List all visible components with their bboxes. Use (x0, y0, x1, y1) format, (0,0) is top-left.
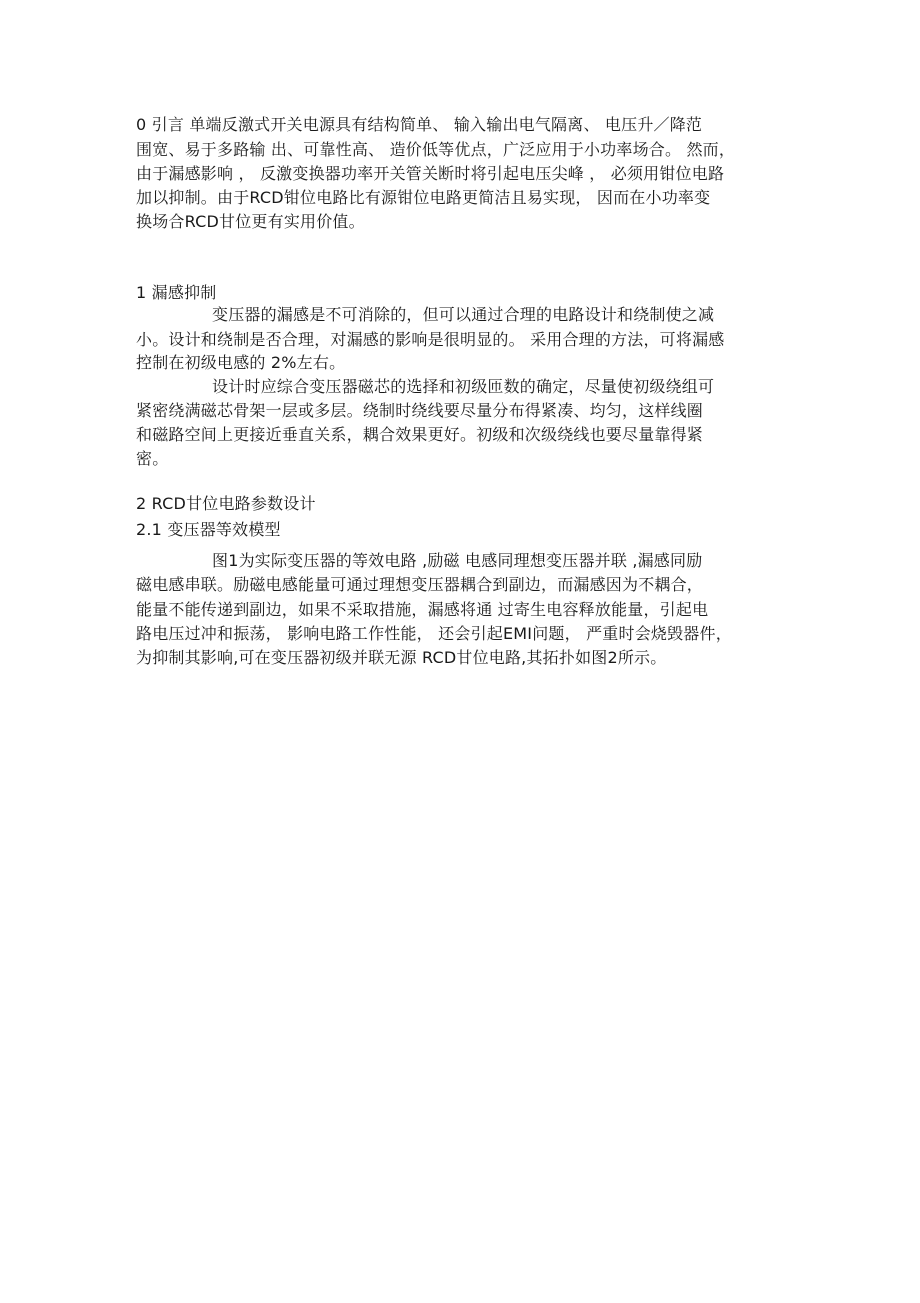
section1-para2-line-2: 紧密绕满磁芯骨架一层或多层。绕制时绕线要尽量分布得紧凑、均匀，这样线圈 (136, 401, 704, 420)
intro-line-4: 加以抑制。由于RCD钳位电路比有源钳位电路更简洁且易实现， 因而在小功率变 (136, 188, 711, 207)
section1-para2-line-1: 设计时应综合变压器磁芯的选择和初级匝数的确定，尽量使初级绕组可 (212, 377, 715, 396)
intro-line-2: 围宽、易于多路输 出、可靠性高、 造价低等优点，广泛应用于小功率场合。 然而， (136, 140, 736, 159)
section1-para1-line-2: 小。设计和绕制是否合理，对漏感的影响是很明显的。 采用合理的方法，可将漏感 (136, 330, 725, 349)
section1-heading: 1 漏感抑制 (136, 283, 217, 302)
intro-line-1: 0 引言 单端反激式开关电源具有结构简单、 输入输出电气隔离、 电压升／降范 (136, 115, 703, 134)
section2-para1-line-3: 能量不能传递到副边，如果不采取措施，漏感将通 过寄生电容释放能量，引起电 (136, 600, 709, 619)
intro-line-3: 由于漏感影响 ， 反激变换器功率开关管关断时将引起电压尖峰 ， 必须用钳位电路 (136, 164, 725, 183)
section2-para1-line-1: 图1为实际变压器的等效电路 ,励磁 电感同理想变压器并联 ,漏感同励 (212, 551, 703, 570)
section2-para1-line-5: 为抑制其影响,可在变压器初级并联无源 RCD甘位电路,其拓扑如图2所示。 (136, 648, 667, 667)
section2-heading: 2 RCD甘位电路参数设计 (136, 494, 316, 513)
section1-para2-line-4: 密。 (136, 449, 169, 468)
section2-para1-line-4: 路电压过冲和振荡， 影响电路工作性能， 还会引起EMI问题， 严重时会烧毁器件， (136, 624, 732, 643)
section1-para1-line-3: 控制在初级电感的 2%左右。 (136, 353, 346, 372)
section1-para2-line-3: 和磁路空间上更接近垂直关系，耦合效果更好。初级和次级绕线也要尽量靠得紧 (136, 425, 704, 444)
intro-line-5: 换场合RCD甘位更有实用价值。 (136, 212, 365, 231)
section2-1-heading: 2.1 变压器等效模型 (136, 520, 281, 539)
section2-para1-line-2: 磁电感串联。励磁电感能量可通过理想变压器耦合到副边，而漏感因为不耦合， (136, 575, 704, 594)
section1-para1-line-1: 变压器的漏感是不可消除的，但可以通过合理的电路设计和绕制使之减 (212, 305, 715, 324)
